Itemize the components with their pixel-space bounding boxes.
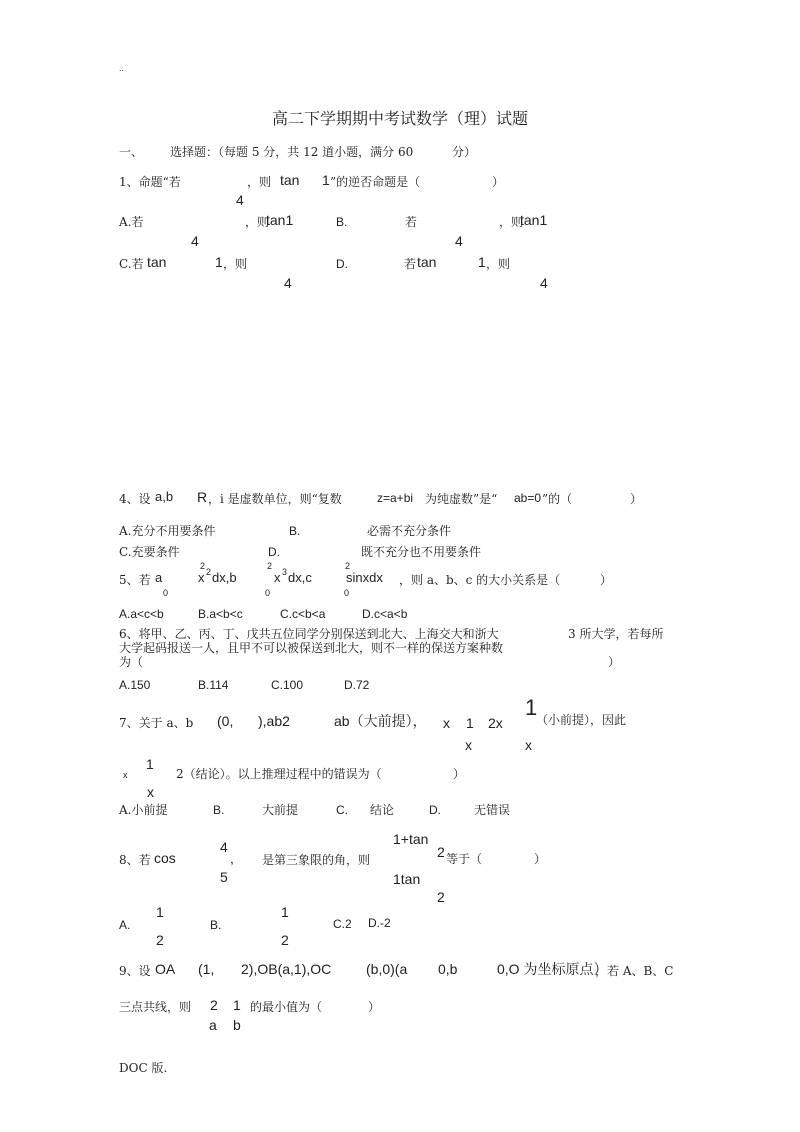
page-title: 高二下学期期中考试数学（理）试题 (272, 109, 529, 128)
q9-line2b: 的最小值为（ (250, 1000, 323, 1014)
q7-x: x (443, 715, 450, 731)
q1-stem-c: ”的逆否命题是（ (330, 175, 421, 189)
q1-optA-expr: tan1 (266, 212, 294, 228)
q7-den-x2: x (525, 737, 532, 753)
q4-stem-c: 为纯虚数”是“ (425, 492, 498, 506)
q1-optC-den: 4 (284, 275, 292, 291)
q4-stem-b: ，i 是虚数单位，则“复数 (208, 492, 342, 506)
q1-optC-tan: tan (147, 254, 167, 270)
q7-line2-den: x (147, 784, 154, 800)
q1-optC-label: C.若 (119, 257, 144, 271)
q8-optA-num: 1 (156, 904, 164, 920)
section-number: 一、 (119, 145, 144, 159)
q5-int3-lower: 0 (344, 588, 350, 598)
q5-stem-b: ，则 a、b、c 的大小关系是（ (399, 573, 561, 587)
q8-paren-close: ） (534, 852, 547, 866)
q4-optB: 必需不充分条件 (367, 524, 452, 538)
q4-stem-ab: a,b (155, 489, 174, 504)
q8-optA-label: A. (119, 918, 131, 932)
q1-frac-den: 4 (236, 192, 244, 208)
q1-stem-one: 1 (322, 172, 330, 188)
q1-optB-label: B. (336, 215, 348, 229)
q8-num-expr: 1+tan (393, 831, 429, 847)
q1-stem-tan: tan (280, 172, 300, 188)
q1-optD-if: 若 (404, 257, 417, 271)
q9-p5: 0,O 为坐标原点） (497, 961, 608, 977)
q7-twox: 2x (488, 715, 503, 731)
q1-optD-one: 1 (478, 254, 486, 270)
q1-optD-then: ，则 (486, 257, 511, 271)
q5-int2-rest: dx,c (288, 570, 312, 585)
q1-optD-label: D. (336, 257, 348, 271)
q8-optB-label: B. (210, 918, 222, 932)
q5-int2-upper: 2 (267, 561, 273, 571)
q8-den5: 5 (220, 869, 228, 885)
q9-stem-a: 9、设 (119, 964, 151, 978)
q4-stem-R: R (197, 489, 208, 505)
q1-optB-den: 4 (455, 233, 463, 249)
q8-half-num: 2 (437, 844, 445, 860)
q6-paren-close: ） (608, 655, 621, 669)
q5-optA: A.a<c<b (119, 607, 164, 621)
q1-optC-then: ，则 (223, 257, 248, 271)
q4-optD: 既不充分也不用要条件 (361, 545, 482, 559)
q9-two: 2 (210, 997, 218, 1013)
q9-den-b: b (233, 1017, 241, 1033)
q1-paren-close: ） (492, 175, 505, 189)
q1-optB-expr: tan1 (520, 212, 548, 228)
q7-optB-label: B. (213, 803, 225, 817)
q8-optB-den: 2 (281, 932, 289, 948)
q4-optB-label: B. (289, 524, 301, 538)
q5-paren-close: ） (600, 573, 613, 587)
section-label: 选择题：（每题 5 分，共 12 道小题，满分 60 (170, 145, 414, 159)
q6-line1b: 3 所大学，若每所 (568, 627, 664, 641)
q5-int1-expr: x (198, 570, 205, 585)
q8-num4: 4 (220, 839, 228, 855)
q5-int1-rest: dx,b (212, 570, 237, 585)
q9-den-a: a (209, 1017, 217, 1033)
q4-optC: C.充要条件 (119, 545, 180, 559)
q7-optA: A.小前提 (119, 803, 168, 817)
q9-p4: 0,b (438, 961, 458, 977)
q7-small-premise: （小前提），因此 (536, 713, 627, 727)
q1-stem-b: ，则 (247, 175, 272, 189)
q7-line2-x: x (123, 770, 128, 780)
q1-optC-one: 1 (215, 254, 223, 270)
q8-optB-num: 1 (281, 904, 289, 920)
q7-optD-label: D. (429, 803, 441, 817)
q1-optA-then: ，则 (245, 215, 270, 229)
q1-optD-tan: tan (417, 254, 437, 270)
q1-optB-then: ，则 (499, 215, 524, 229)
q5-int3-upper: 2 (345, 561, 351, 571)
q5-int1-upper: 2 (200, 561, 206, 571)
q7-optC: 结论 (370, 803, 395, 817)
q8-cos: cos (154, 850, 176, 866)
q5-int1-lower: 0 (163, 588, 169, 598)
q4-stem-a: 4、设 (119, 492, 151, 506)
q9-p3: (b,0)(a (366, 961, 408, 977)
q8-optC: C.2 (333, 917, 352, 931)
q1-stem-a: 1、命题“若 (119, 175, 181, 189)
q5-int3-expr: sinxdx (346, 570, 383, 585)
q6-line3: 为（ (119, 655, 144, 669)
q5-optD: D.c<a<b (362, 607, 408, 621)
q7-one: 1 (466, 715, 474, 731)
q6-optC: C.100 (271, 678, 304, 692)
q9-p1: (1, (198, 961, 215, 977)
q7-line2-b: 2（结论）。以上推理过程中的错误为（ (176, 767, 382, 781)
q4-stem-d: ”的（ (542, 492, 573, 506)
q4-optD-label: D. (268, 545, 280, 559)
q8-comma: ， (230, 852, 243, 866)
q7-stem-a: 7、关于 a、b (119, 716, 194, 730)
q7-ab: ab（大前提）， (334, 713, 427, 729)
q9-p2: 2),OB(a,1),OC (241, 961, 332, 977)
q8-optA-den: 2 (156, 932, 164, 948)
q9-p6: ，若 A、B、C (595, 964, 674, 978)
header-mark: .. (119, 63, 125, 73)
q5-stem-a: 5、若 (119, 573, 151, 587)
q8-stem-a: 8、若 (119, 853, 151, 867)
q7-optD: 无错误 (474, 803, 511, 817)
q7-paren-close: ） (453, 767, 466, 781)
q1-optA-den: 4 (191, 233, 199, 249)
q7-line2-one: 1 (146, 756, 154, 772)
q1-optD-den: 4 (540, 275, 548, 291)
q1-optB-if: 若 (405, 215, 418, 229)
q5-optC: C.c<b<a (280, 607, 326, 621)
q1-optA-label: A.若 (119, 215, 144, 229)
q9-line2a: 三点共线，则 (119, 1000, 192, 1014)
q8-optD: D.-2 (368, 916, 391, 930)
q7-den-x1: x (465, 737, 472, 753)
q8-half-den: 2 (437, 889, 445, 905)
footer-doc: DOC 版. (119, 1061, 168, 1075)
q6-line2: 大学起码报送一人，且甲不可以被保送到北大，则不一样的保送方案种数 (119, 641, 504, 655)
q6-optD: D.72 (344, 678, 370, 692)
q9-OA: OA (155, 961, 176, 977)
q7-big-one: 1 (525, 695, 538, 720)
q5-var-a: a (155, 570, 163, 585)
q7-interval2: ),ab2 (258, 713, 290, 729)
q8-den-expr: 1tan (393, 871, 421, 887)
q8-eq: 等于（ (446, 852, 483, 866)
q8-stem-b: 是第三象限的角，则 (262, 853, 371, 867)
q6-line1a: 6、将甲、乙、丙、丁、戊共五位同学分别保送到北大、上海交大和浙大 (119, 627, 499, 641)
q5-int1-pow: 2 (206, 567, 212, 577)
section-unit: 分） (452, 145, 477, 159)
q6-optA: A.150 (119, 678, 151, 692)
q9-paren-close: ） (368, 1000, 381, 1014)
q4-optA: A.充分不用要条件 (119, 524, 216, 538)
q7-optC-label: C. (336, 803, 348, 817)
q5-int2-lower: 0 (265, 588, 271, 598)
q6-optB: B.114 (198, 678, 229, 692)
q7-optB: 大前提 (262, 803, 299, 817)
q5-optB: B.a<b<c (198, 607, 243, 621)
q4-stem-z: z=a+bi (377, 491, 414, 505)
q4-paren-close: ） (630, 492, 643, 506)
q9-one: 1 (233, 997, 241, 1013)
q4-stem-ab0: ab=0 (514, 491, 542, 505)
q5-int2-pow: 3 (282, 567, 288, 577)
q5-int2-expr: x (274, 570, 281, 585)
q7-interval: (0, (217, 713, 234, 729)
